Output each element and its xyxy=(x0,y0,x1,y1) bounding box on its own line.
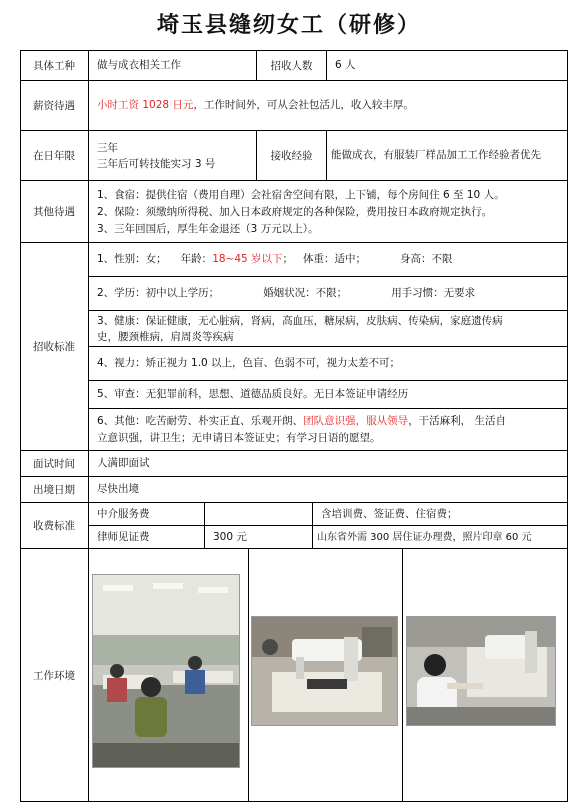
hourly-wage: 小时工资 1028 日元 xyxy=(97,99,194,111)
years-line1: 三年 xyxy=(97,141,118,154)
criteria-item-2: 2、学历：初中以上学历； 婚姻状况：不限； 用手习惯：无要求 xyxy=(88,276,568,310)
fee-includes: 含培训费、签证费、住宿费； xyxy=(312,502,568,525)
criteria-label: 招收标准 xyxy=(20,242,88,450)
agency-fee-label: 中介服务费 xyxy=(88,502,204,525)
headcount-value: 6 人 xyxy=(326,50,568,80)
criteria-item-6: 6、其他：吃苦耐劳、朴实正直、乐观开朗、团队意识强，服从领导，干活麻利， 生活自 立意识强，讲卫生；无申请日本签证史；有学习日语的愿望。 xyxy=(88,408,568,450)
benefit-item: 2、保险：须缴纳所得税、加入日本政府规定的各种保险，费用按日本政府规定执行。 xyxy=(97,206,493,218)
salary-label: 薪资待遇 xyxy=(20,80,88,130)
benefits-list xyxy=(88,180,568,242)
teamwork-highlight: 团队意识强，服从领导 xyxy=(303,414,409,427)
departure-label: 出境日期 xyxy=(20,476,88,502)
salary-note: ，工作时间外，可从会社包活儿，收入较丰厚。 xyxy=(193,99,414,111)
lawyer-fee-value: 300 元 xyxy=(204,525,312,548)
sewing-machine-photo xyxy=(251,616,398,726)
departure-value: 尽快出境 xyxy=(88,476,568,502)
years-value xyxy=(88,130,256,180)
fees-label: 收费标准 xyxy=(20,502,88,548)
job-info-table xyxy=(20,50,568,802)
experience-label: 接收经验 xyxy=(256,130,326,180)
criteria-item-3: 3、健康：保证健康，无心脏病，肾病，高血压，糖尿病，皮肤病、传染病，家庭遗传病 史，腰颈椎病，肩周炎等疾病 xyxy=(88,310,568,346)
worker-sewing-photo xyxy=(406,616,556,726)
benefit-item: 1、食宿：提供住宿（费用自理）会社宿舍空间有限，上下铺，每个房间住 6 至 10 人。 xyxy=(97,189,505,201)
interview-value: 人满即面试 xyxy=(88,450,568,476)
headcount-label: 招收人数 xyxy=(256,50,326,80)
lawyer-fee-label: 律师见证费 xyxy=(88,525,204,548)
job-type-value: 做与成衣相关工作 xyxy=(88,50,256,80)
sewing-workshop-photo xyxy=(92,574,240,768)
salary-value xyxy=(88,80,568,130)
criteria-item-4: 4、视力：矫正视力 1.0 以上，色盲、色弱不可，视力太差不可； xyxy=(88,346,568,380)
years-line2: 三年后可转技能实习 3 号 xyxy=(97,157,216,170)
residence-fee: 山东省外需 300 居住证办理费，照片印章 60 元 xyxy=(312,525,568,548)
agency-fee-value xyxy=(204,502,312,525)
job-type-label: 具体工种 xyxy=(33,59,75,72)
benefits-label: 其他待遇 xyxy=(20,180,88,242)
experience-value: 能做成衣，有服装厂样品加工工作经验者优先 xyxy=(326,130,568,180)
interview-label: 面试时间 xyxy=(20,450,88,476)
age-range: 18~45 岁以下 xyxy=(212,253,283,265)
environment-label: 工作环境 xyxy=(20,548,88,802)
criteria-item-5: 5、审查：无犯罪前科，思想、道德品质良好。无日本签证申请经历 xyxy=(88,380,568,408)
page-title: 埼玉县缝纫女工（研修） xyxy=(156,12,421,38)
benefit-item: 3、三年回国后，厚生年金退还（3 万元以上）。 xyxy=(97,223,319,235)
years-label: 在日年限 xyxy=(20,130,88,180)
criteria-item-1: 1、性别：女； 年龄： 18~45 岁以下 ； 体重：适中； 身高：不限 xyxy=(88,242,568,276)
